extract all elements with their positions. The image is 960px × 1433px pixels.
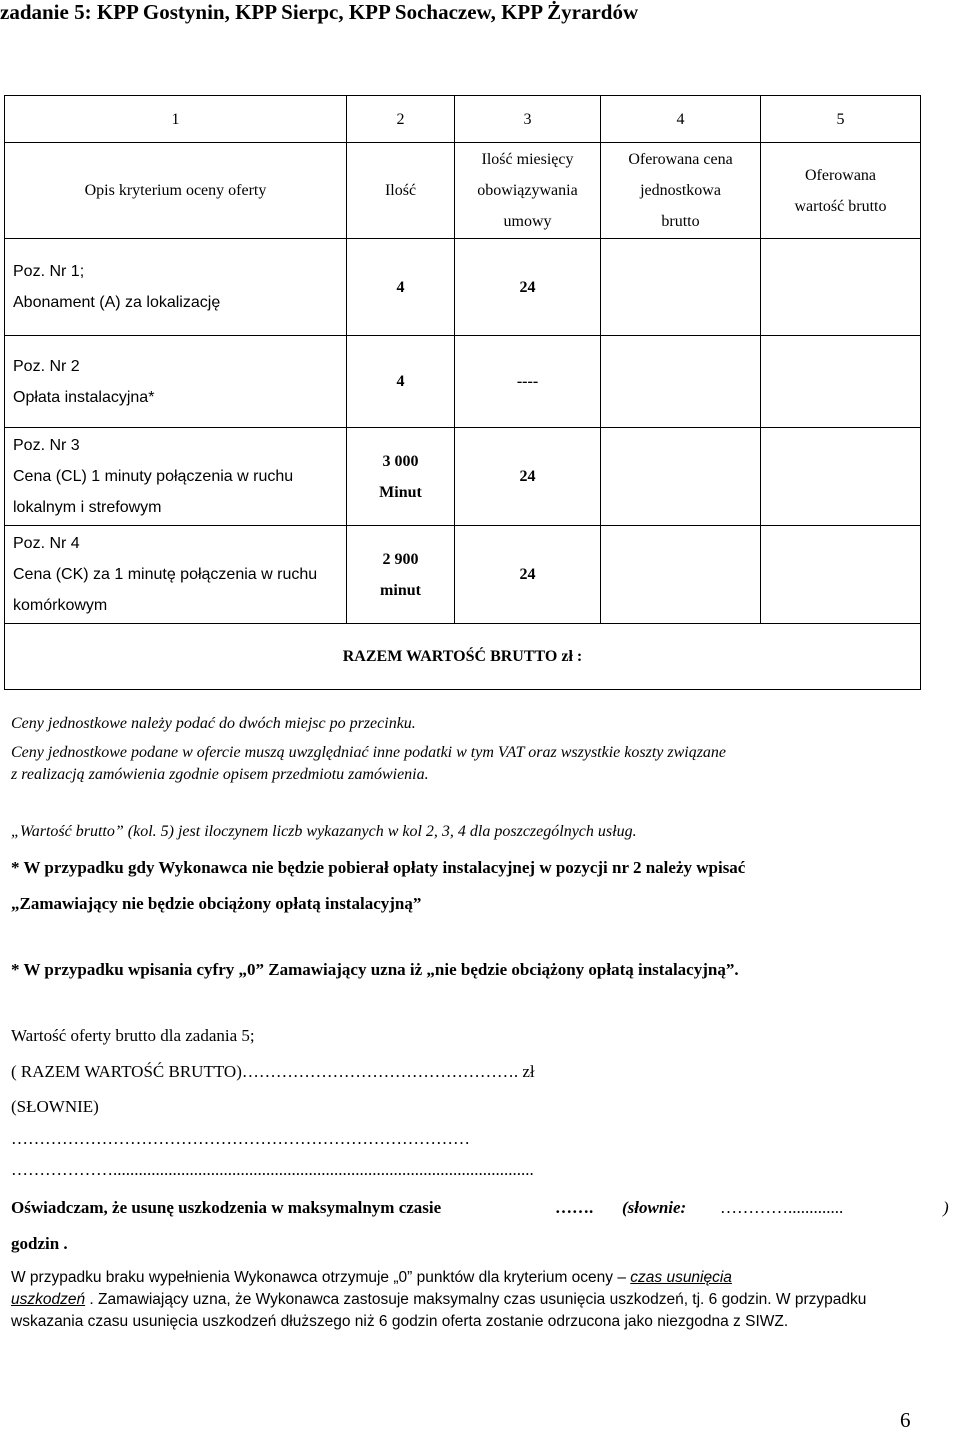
row-description: Poz. Nr 4 Cena (CK) za 1 minutę połączenia w ruchu komórkowym	[5, 526, 347, 624]
row-months: 24	[455, 526, 601, 624]
row-description: Poz. Nr 3 Cena (CL) 1 minuty połączenia w ruchu lokalnym i strefowym	[5, 428, 347, 526]
repair-time-unit: godzin .	[11, 1234, 68, 1253]
criterion-link: uszkodzeń	[11, 1291, 86, 1308]
row-gross-value-cell[interactable]	[761, 428, 921, 526]
column-number-row	[5, 96, 921, 143]
repair-time-declaration: Oświadczam, że usunę uszkodzenia w maksymalnym czasie	[11, 1198, 442, 1217]
note-installation-fee: * W przypadku gdy Wykonawca nie będzie pobierał opłaty instalacyjnej w pozycji nr 2 należy wpisać	[11, 858, 746, 877]
offer-total-line[interactable]: ( RAZEM WARTOŚĆ BRUTTO)…………………………………………. zł	[11, 1062, 535, 1081]
header-months: Ilość miesięcy obowiązywania umowy	[455, 143, 601, 239]
row-months: 24	[455, 239, 601, 336]
row-description: Poz. Nr 2 Opłata instalacyjna*	[5, 336, 347, 428]
row-months: 24	[455, 428, 601, 526]
repair-time-blank[interactable]: …….	[555, 1198, 594, 1217]
page-title: zadanie 5: KPP Gostynin, KPP Sierpc, KPP Sochaczew, KPP Żyrardów	[0, 0, 639, 24]
repair-time-words-label: (słownie:	[622, 1198, 687, 1217]
note-decimal-places: Ceny jednostkowe należy podać do dwóch miejsc po przecinku.	[11, 715, 416, 732]
table-row	[5, 526, 921, 624]
offer-value-label: Wartość oferty brutto dla zadania 5;	[11, 1026, 255, 1045]
offer-table	[4, 95, 921, 690]
repair-time-words-blank[interactable]: ………….............	[720, 1198, 844, 1217]
scoring-note: W przypadku braku wypełnienia Wykonawca otrzymuje „0” punktów dla kryterium oceny – czas usunięcia uszkodzeń . Zamawiający uzna, że Wykonawca zastosuje maksymalny czas usunięcia uszkodzeń, tj. 6 godzin. W przypadku wskazania czasu usunięcia uszkodzeń dłuższego niż 6 godzin oferta zostanie odrzucona jako niezgodna z SIWZ.	[11, 1269, 867, 1330]
note-gross-value: „Wartość brutto” (kol. 5) jest iloczynem liczb wykazanych w kol 2, 3, 4 dla poszczególnych usług.	[11, 823, 637, 840]
table-row	[5, 428, 921, 526]
col-number: 5	[761, 96, 921, 143]
total-row	[5, 624, 921, 690]
header-unit-price: Oferowana cena jednostkowa brutto	[601, 143, 761, 239]
row-quantity: 4	[347, 336, 455, 428]
total-label: RAZEM WARTOŚĆ BRUTTO zł :	[5, 624, 921, 690]
row-quantity: 2 900 minut	[347, 526, 455, 624]
note-prices-include: Ceny jednostkowe podane w ofercie muszą uwzględniać inne podatki w tym VAT oraz wszystkie koszty związane	[11, 744, 727, 761]
offer-in-words-blank[interactable]: ………………………………………………………………………	[11, 1129, 470, 1148]
header-description: Opis kryterium oceny oferty	[5, 143, 347, 239]
row-quantity: 4	[347, 239, 455, 336]
note-prices-include-cont: z realizacją zamówienia zgodnie opisem przedmiotu zamówienia.	[11, 766, 429, 783]
row-description: Poz. Nr 1; Abonament (A) za lokalizację	[5, 239, 347, 336]
row-quantity: 3 000 Minut	[347, 428, 455, 526]
row-unit-price-cell[interactable]	[601, 239, 761, 336]
col-number: 4	[601, 96, 761, 143]
row-months: ----	[455, 336, 601, 428]
table-row	[5, 336, 921, 428]
col-number: 1	[5, 96, 347, 143]
row-unit-price-cell[interactable]	[601, 336, 761, 428]
col-number: 2	[347, 96, 455, 143]
note-installation-phrase: „Zamawiający nie będzie obciążony opłatą instalacyjną”	[11, 894, 422, 913]
header-row	[5, 143, 921, 239]
row-gross-value-cell[interactable]	[761, 336, 921, 428]
offer-in-words-blank[interactable]: ………………...................................................................................................	[11, 1160, 534, 1179]
header-gross-value: Oferowana wartość brutto	[761, 143, 921, 239]
note-zero-entry: * W przypadku wpisania cyfry „0” Zamawiający uzna iż „nie będzie obciążony opłatą instalacyjną”.	[11, 960, 739, 979]
closing-paren: )	[943, 1198, 949, 1217]
row-gross-value-cell[interactable]	[761, 239, 921, 336]
table-row	[5, 239, 921, 336]
offer-in-words-label: (SŁOWNIE)	[11, 1097, 99, 1116]
header-quantity: Ilość	[347, 143, 455, 239]
row-unit-price-cell[interactable]	[601, 428, 761, 526]
col-number: 3	[455, 96, 601, 143]
criterion-link: czas usunięcia	[630, 1269, 732, 1286]
row-gross-value-cell[interactable]	[761, 526, 921, 624]
row-unit-price-cell[interactable]	[601, 526, 761, 624]
page-number: 6	[900, 1408, 911, 1432]
